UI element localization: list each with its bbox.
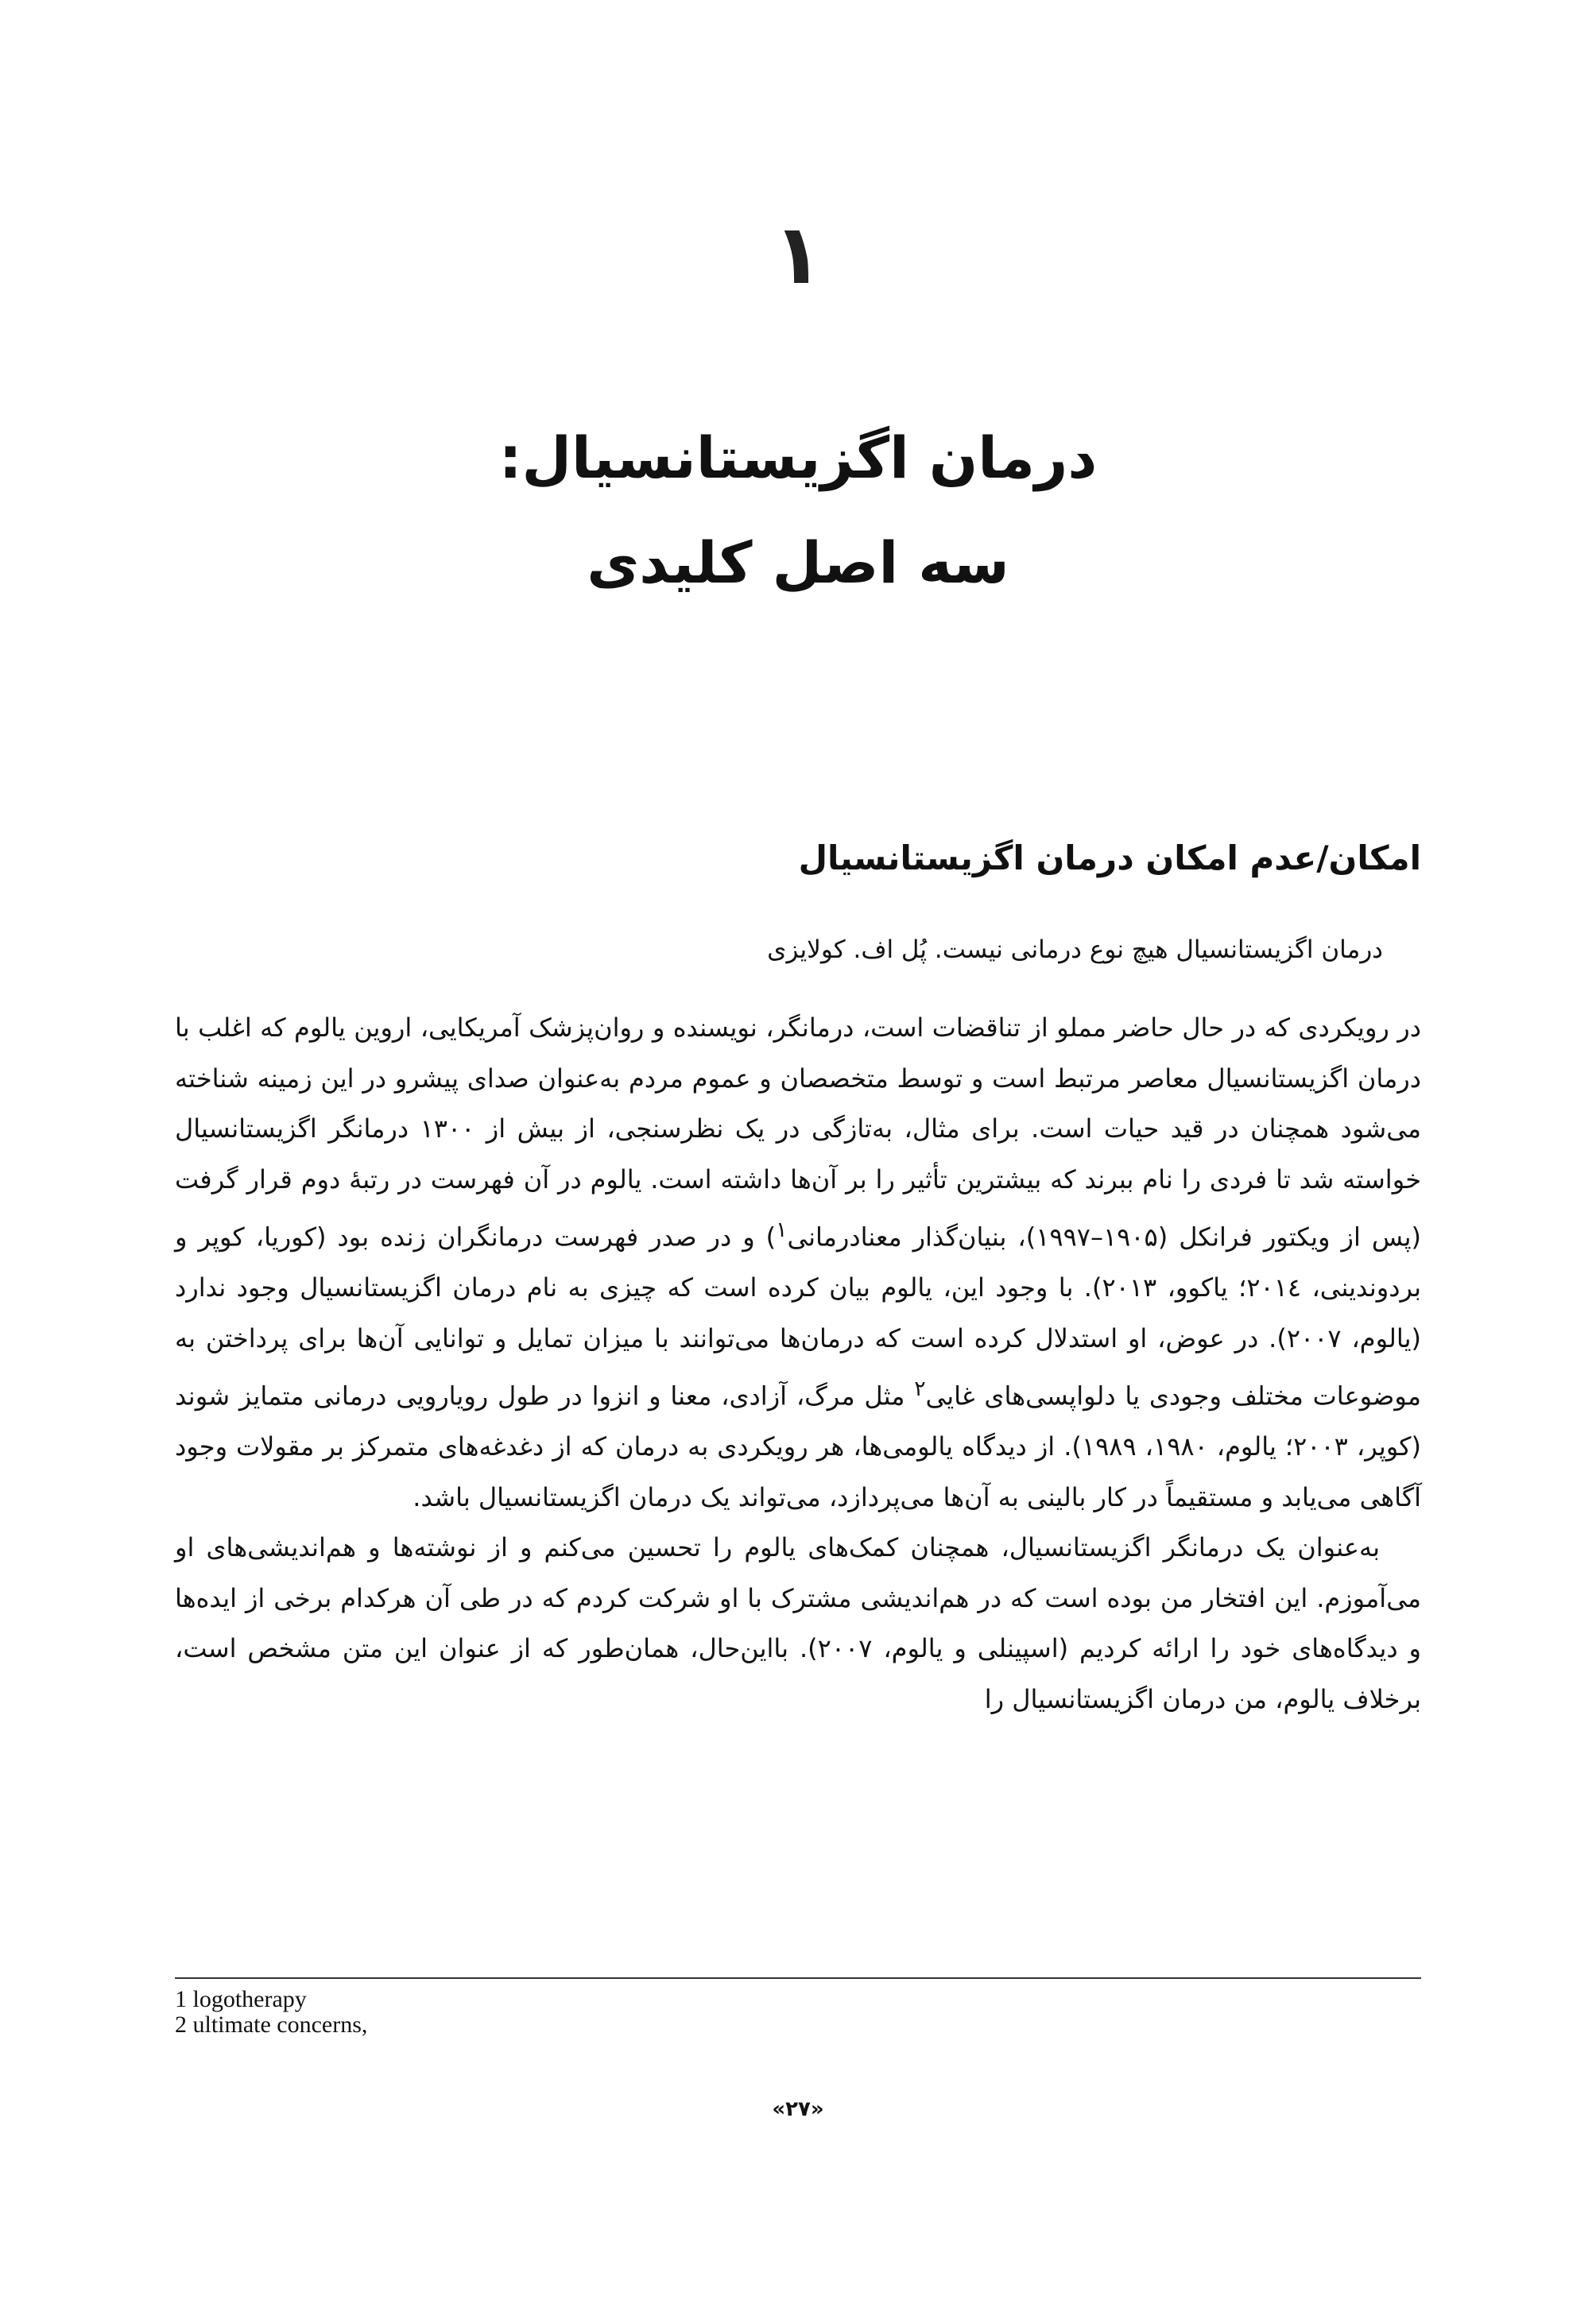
- footnotes: [175, 1987, 1421, 2038]
- epigraph-quote: درمان اگزیستانسیال هیچ نوع درمانی نیست. پُل اف. کولایزی: [767, 935, 1383, 964]
- body-text: [175, 1003, 1421, 1725]
- chapter-title: [0, 405, 1596, 615]
- footnote-ref-1: ۱: [776, 1218, 788, 1242]
- section-heading: امکان/عدم امکان درمان اگزیستانسیال: [798, 838, 1421, 877]
- page-number: «۲۷»: [772, 2097, 824, 2121]
- paragraph-1: [175, 1003, 1421, 1523]
- chapter-title-line-2: سه اصل کلیدی: [587, 529, 1009, 596]
- paragraph-1-part-a: در رویکردی که در حال حاضر مملو از تناقضات است، درمانگر، نویسنده و روان‌پزشک آمریکایی، اروین یالوم که اغلب با درمان اگزیستانسیال معاصر مرتبط است و توسط متخصصان و عموم مردم به‌عنوان صدای پیشرو در این زمینه شناخته می‌شود همچنان در قید حیات است. برای مثال، به‌تازگی در یک نظرسنجی، از بیش از ۱۳۰۰ درمانگر اگزیستانسیال خواسته شد تا فردی را نام ببرند که بیشترین تأثیر را بر آن‌ها داشته است. یالوم در آن فهرست در رتبهٔ دوم قرار گرفت (پس از ویکتور فرانکل (۱۹۰۵–۱۹۹۷)، بنیان‌گذار معنادرمانی: [175, 1013, 1422, 1253]
- paragraph-1-part-c: مثل مرگ، آزادی، معنا و انزوا در طول رویارویی درمانی متمایز شوند (کوپر، ۲۰۰۳؛ یالوم، ۱۹۸۰، ۱۹۸۹). از دیدگاه یالومی‌ها، هر رویکردی به درمان که از دغدغه‌های متمرکز بر مقولات وجود آگاهی می‌یابد و مستقیماً در کار بالینی به آن‌ها می‌پردازد، می‌تواند یک درمان اگزیستانسیال باشد.: [175, 1380, 1422, 1512]
- paragraph-2: به‌عنوان یک درمانگر اگزیستانسیال، همچنان کمک‌های یالوم را تحسین می‌کنم و از نوشته‌ها و هم‌اندیشی‌های او می‌آموزم. این افتخار من بوده است که در هم‌اندیشی مشترک با او شرکت کردم که در طی آن هرکدام برخی از ایده‌ها و دیدگاه‌های خود را ارائه کردیم (اسپینلی و یالوم، ۲۰۰۷). بااین‌حال، همان‌طور که از عنوان این متن مشخص است، برخلاف یالوم، من درمان اگزیستانسیال را: [175, 1532, 1422, 1714]
- footnote-divider: [175, 1977, 1421, 1979]
- chapter-title-line-1: درمان اگزیستانسیال:: [498, 424, 1098, 491]
- footnote-2: 2 ultimate concerns,: [175, 2012, 368, 2038]
- paragraph-1-part-b: ) و در صدر فهرست درمانگران زنده بود (کوریا، کوپر و بردوندینی، ۲۰۱٤؛ یاکوو، ۲۰۱۳). با وجود این، یالوم بیان کرده است که چیزی به نام درمان اگزیستانسیال وجود ندارد (یالوم، ۲۰۰۷). در عوض، او استدلال کرده است که درمان‌ها می‌توانند با میزان تمایل و توانایی آن‌ها برای پرداختن به موضوعات مختلف وجودی یا دلواپسی‌های غایی: [175, 1222, 1422, 1411]
- chapter-number: ۱: [773, 206, 823, 303]
- footnote-1: 1 logotherapy: [175, 1986, 307, 2012]
- footnote-ref-2: ۲: [914, 1377, 926, 1402]
